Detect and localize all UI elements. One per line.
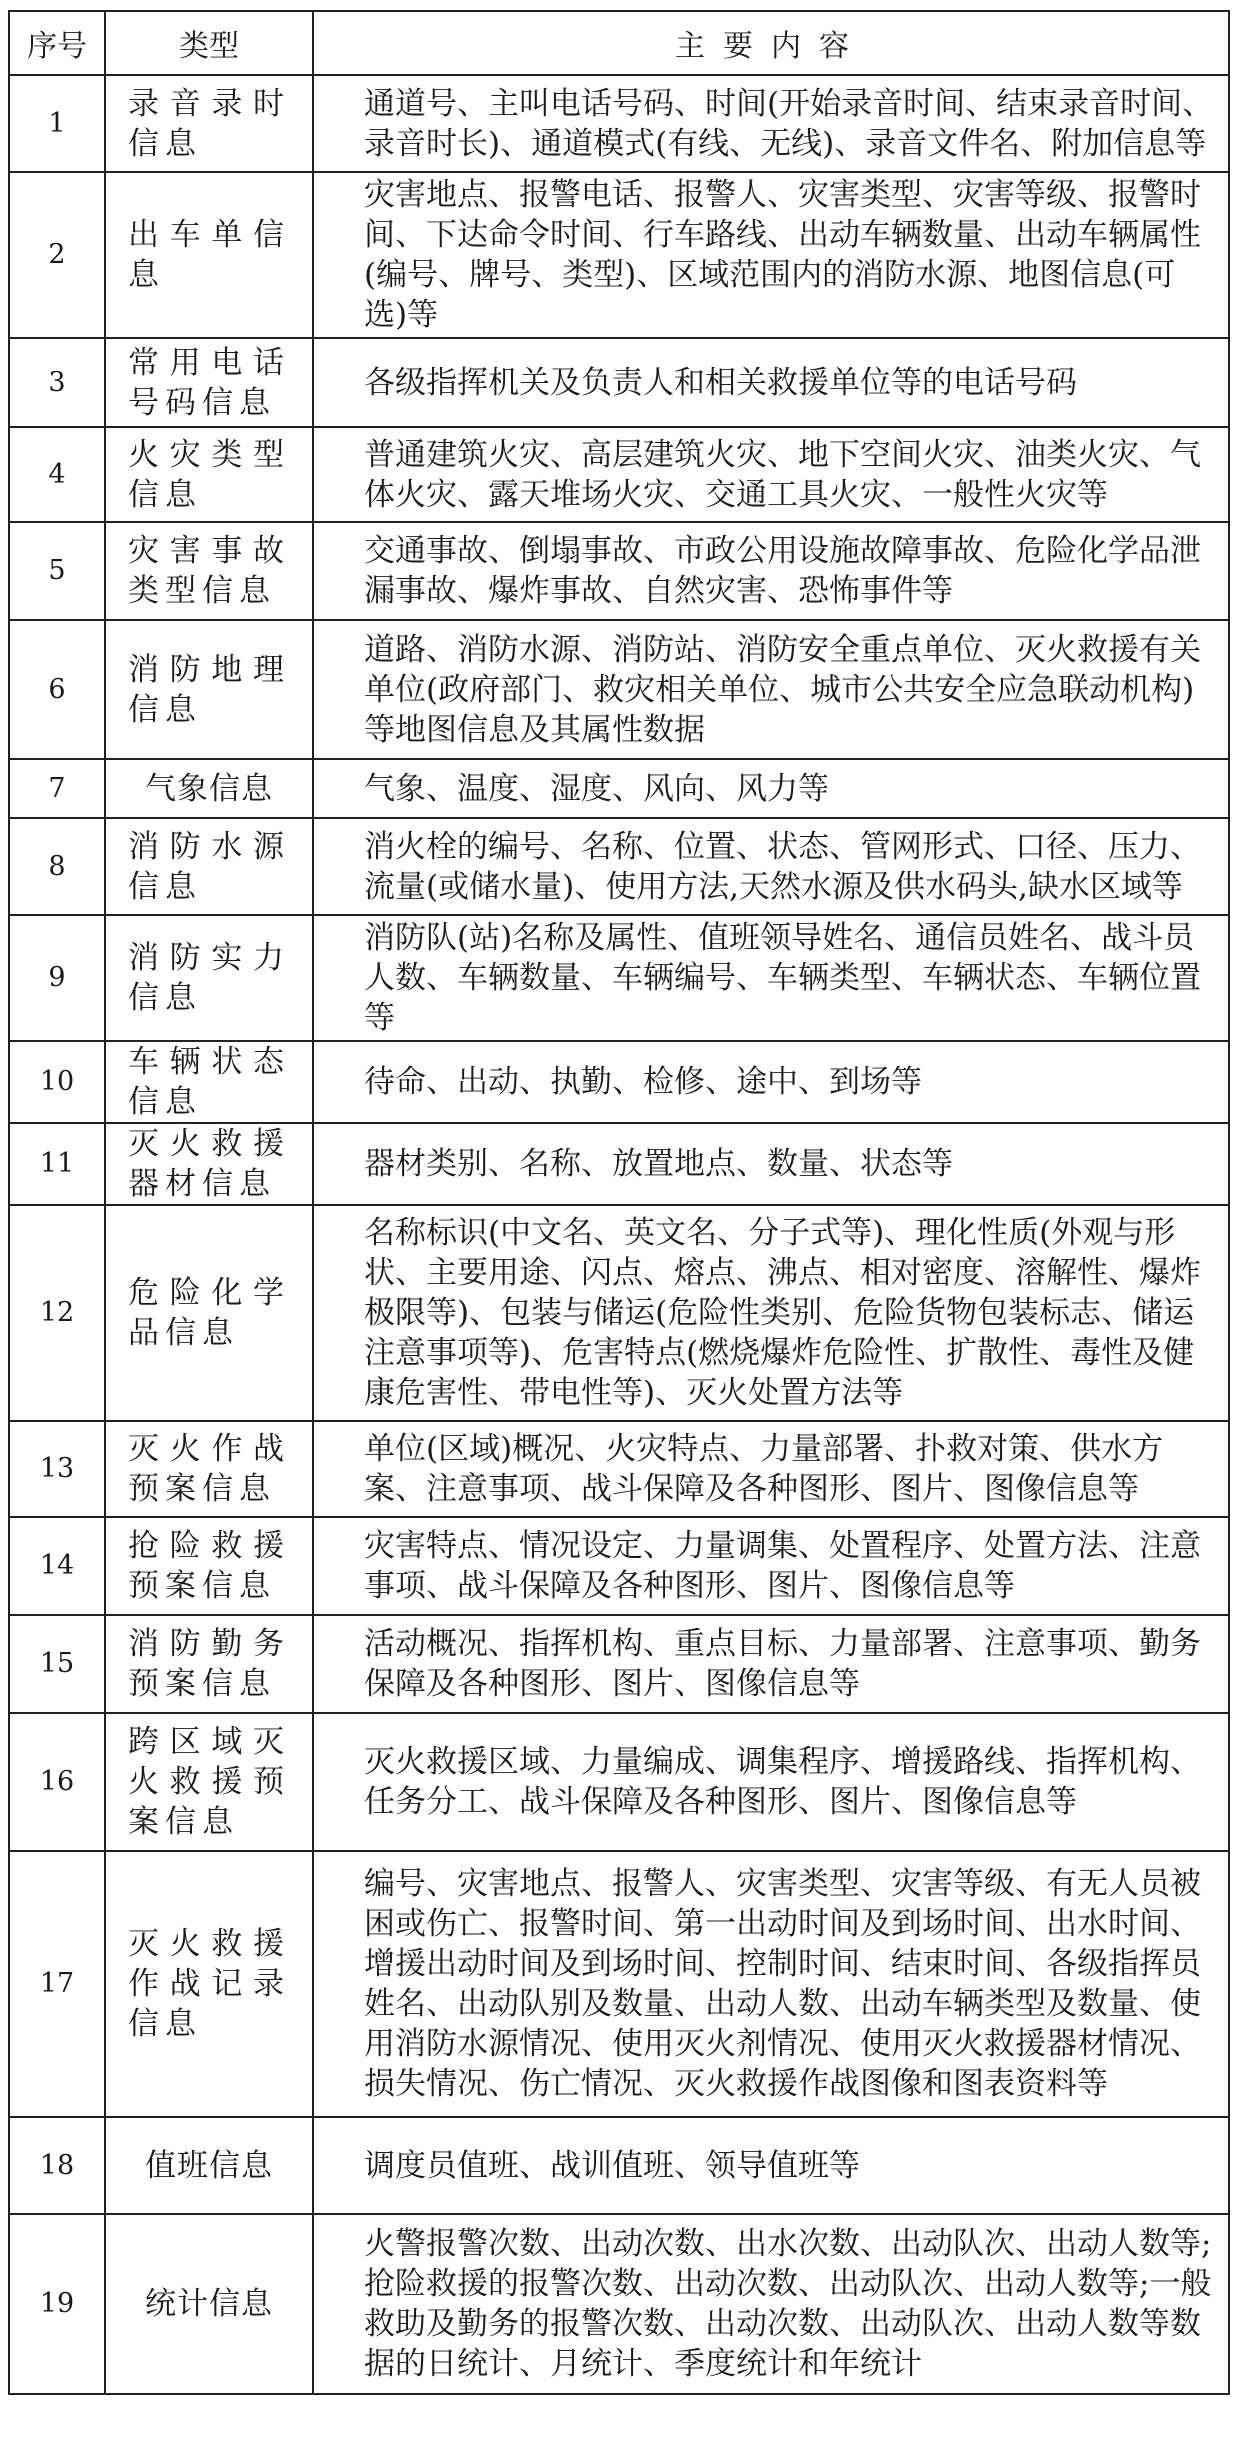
row-content: 各级指挥机关及负责人和相关救援单位等的电话号码 xyxy=(313,338,1229,427)
table-row xyxy=(9,1851,1229,2117)
row-number: 8 xyxy=(9,818,105,915)
row-type: 危险化学品信息 xyxy=(105,1205,313,1421)
row-content: 消防队(站)名称及属性、值班领导姓名、通信员姓名、战斗员人数、车辆数量、车辆编号、车辆类型、车辆状态、车辆位置等 xyxy=(313,915,1229,1041)
row-content: 消火栓的编号、名称、位置、状态、管网形式、口径、压力、流量(或储水量)、使用方法,天然水源及供水码头,缺水区域等 xyxy=(313,818,1229,915)
table-row xyxy=(9,522,1229,620)
row-number: 13 xyxy=(9,1421,105,1517)
table-row xyxy=(9,620,1229,759)
row-number: 18 xyxy=(9,2117,105,2214)
row-content: 待命、出动、执勤、检修、途中、到场等 xyxy=(313,1041,1229,1123)
table-row xyxy=(9,427,1229,522)
row-type: 统计信息 xyxy=(105,2214,313,2394)
row-number: 12 xyxy=(9,1205,105,1421)
header-no: 序号 xyxy=(9,11,105,75)
table-row xyxy=(9,75,1229,172)
row-number: 7 xyxy=(9,759,105,818)
row-type: 抢险救援预案信息 xyxy=(105,1517,313,1615)
row-number: 3 xyxy=(9,338,105,427)
row-number: 5 xyxy=(9,522,105,620)
table-row xyxy=(9,1041,1229,1123)
header-row xyxy=(9,11,1229,75)
row-type: 出车单信息 xyxy=(105,172,313,338)
row-number: 17 xyxy=(9,1851,105,2117)
row-content: 编号、灾害地点、报警人、灾害类型、灾害等级、有无人员被困或伤亡、报警时间、第一出动时间及到场时间、出水时间、增援出动时间及到场时间、控制时间、结束时间、各级指挥员姓名、出动队别及数量、出动人数、出动车辆类型及数量、使用消防水源情况、使用灭火剂情况、使用灭火救援器材情况、损失情况、伤亡情况、灭火救援作战图像和图表资料等 xyxy=(313,1851,1229,2117)
table-row xyxy=(9,1421,1229,1517)
row-type: 消防地理信息 xyxy=(105,620,313,759)
row-number: 1 xyxy=(9,75,105,172)
header-type: 类型 xyxy=(105,11,313,75)
header-content: 主要内容 xyxy=(313,11,1229,75)
table-row xyxy=(9,1205,1229,1421)
row-number: 14 xyxy=(9,1517,105,1615)
table-row xyxy=(9,1123,1229,1205)
row-number: 10 xyxy=(9,1041,105,1123)
table-row xyxy=(9,2117,1229,2214)
table-row xyxy=(9,1713,1229,1851)
row-type: 车辆状态信息 xyxy=(105,1041,313,1123)
table-row xyxy=(9,1615,1229,1713)
row-type: 录音录时信息 xyxy=(105,75,313,172)
row-content: 器材类别、名称、放置地点、数量、状态等 xyxy=(313,1123,1229,1205)
row-number: 2 xyxy=(9,172,105,338)
row-content: 灭火救援区域、力量编成、调集程序、增援路线、指挥机构、任务分工、战斗保障及各种图形、图片、图像信息等 xyxy=(313,1713,1229,1851)
row-content: 名称标识(中文名、英文名、分子式等)、理化性质(外观与形状、主要用途、闪点、熔点、沸点、相对密度、溶解性、爆炸极限等)、包装与储运(危险性类别、危险货物包装标志、储运注意事项等)、危害特点(燃烧爆炸危险性、扩散性、毒性及健康危害性、带电性等)、灭火处置方法等 xyxy=(313,1205,1229,1421)
row-type: 消防水源信息 xyxy=(105,818,313,915)
row-type: 消防勤务预案信息 xyxy=(105,1615,313,1713)
row-type: 值班信息 xyxy=(105,2117,313,2214)
info-table xyxy=(8,10,1230,2395)
row-type: 常用电话号码信息 xyxy=(105,338,313,427)
row-content: 灾害特点、情况设定、力量调集、处置程序、处置方法、注意事项、战斗保障及各种图形、图片、图像信息等 xyxy=(313,1517,1229,1615)
table-row xyxy=(9,915,1229,1041)
row-content: 单位(区域)概况、火灾特点、力量部署、扑救对策、供水方案、注意事项、战斗保障及各种图形、图片、图像信息等 xyxy=(313,1421,1229,1517)
row-type: 消防实力信息 xyxy=(105,915,313,1041)
row-type: 灭火救援器材信息 xyxy=(105,1123,313,1205)
row-type: 跨区域灭火救援预案信息 xyxy=(105,1713,313,1851)
row-content: 道路、消防水源、消防站、消防安全重点单位、灭火救援有关单位(政府部门、救灾相关单位、城市公共安全应急联动机构)等地图信息及其属性数据 xyxy=(313,620,1229,759)
row-number: 19 xyxy=(9,2214,105,2394)
row-number: 6 xyxy=(9,620,105,759)
row-type: 灾害事故类型信息 xyxy=(105,522,313,620)
info-table-container xyxy=(8,10,1228,2395)
row-content: 调度员值班、战训值班、领导值班等 xyxy=(313,2117,1229,2214)
table-row xyxy=(9,2214,1229,2394)
row-number: 4 xyxy=(9,427,105,522)
row-content: 气象、温度、湿度、风向、风力等 xyxy=(313,759,1229,818)
row-number: 9 xyxy=(9,915,105,1041)
row-content: 交通事故、倒塌事故、市政公用设施故障事故、危险化学品泄漏事故、爆炸事故、自然灾害、恐怖事件等 xyxy=(313,522,1229,620)
row-number: 11 xyxy=(9,1123,105,1205)
row-content: 灾害地点、报警电话、报警人、灾害类型、灾害等级、报警时间、下达命令时间、行车路线、出动车辆数量、出动车辆属性(编号、牌号、类型)、区域范围内的消防水源、地图信息(可选)等 xyxy=(313,172,1229,338)
row-content: 火警报警次数、出动次数、出水次数、出动队次、出动人数等;抢险救援的报警次数、出动次数、出动队次、出动人数等;一般救助及勤务的报警次数、出动次数、出动队次、出动人数等数据的日统计、月统计、季度统计和年统计 xyxy=(313,2214,1229,2394)
row-type: 气象信息 xyxy=(105,759,313,818)
row-type: 火灾类型信息 xyxy=(105,427,313,522)
row-number: 16 xyxy=(9,1713,105,1851)
table-row xyxy=(9,1517,1229,1615)
row-content: 活动概况、指挥机构、重点目标、力量部署、注意事项、勤务保障及各种图形、图片、图像信息等 xyxy=(313,1615,1229,1713)
table-row xyxy=(9,338,1229,427)
table-row xyxy=(9,172,1229,338)
table-row xyxy=(9,818,1229,915)
row-type: 灭火作战预案信息 xyxy=(105,1421,313,1517)
row-content: 通道号、主叫电话号码、时间(开始录音时间、结束录音时间、录音时长)、通道模式(有线、无线)、录音文件名、附加信息等 xyxy=(313,75,1229,172)
table-row xyxy=(9,759,1229,818)
row-type: 灭火救援作战记录信息 xyxy=(105,1851,313,2117)
row-number: 15 xyxy=(9,1615,105,1713)
row-content: 普通建筑火灾、高层建筑火灾、地下空间火灾、油类火灾、气体火灾、露天堆场火灾、交通工具火灾、一般性火灾等 xyxy=(313,427,1229,522)
